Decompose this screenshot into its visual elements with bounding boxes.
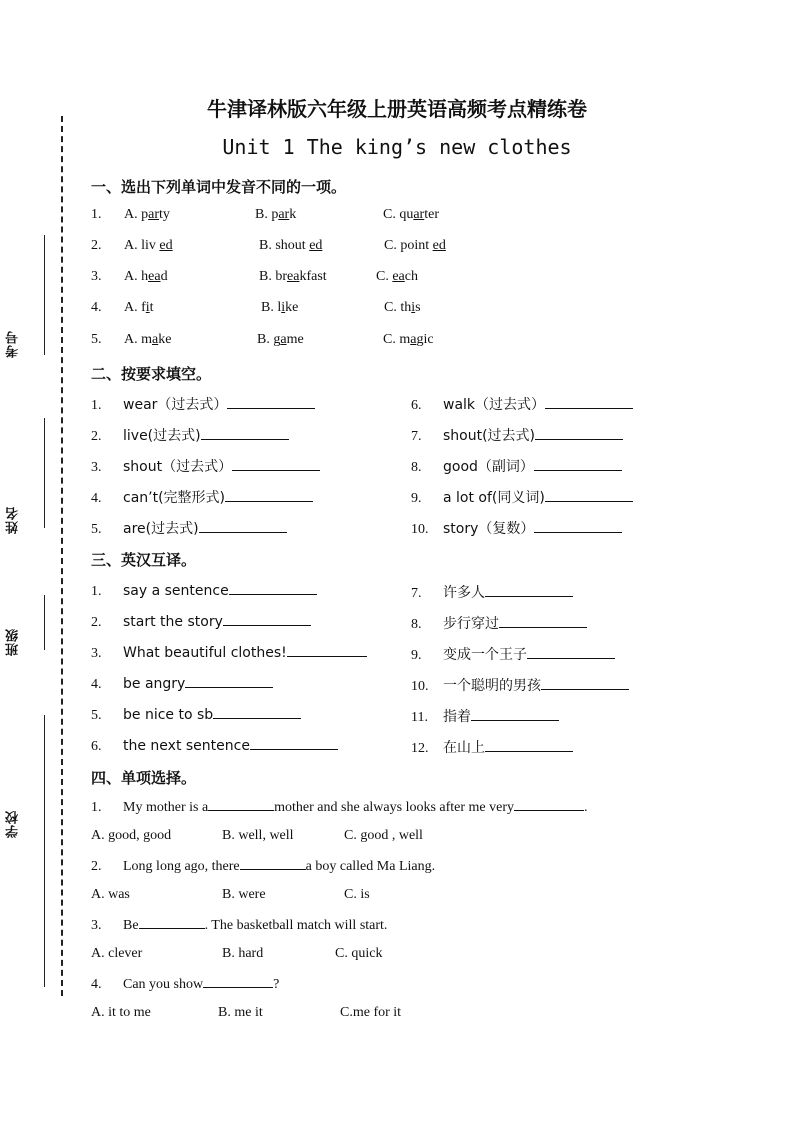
s4-question-text: a boy called Ma Liang.: [305, 859, 436, 874]
section-3-heading: 三、英汉互译。: [91, 551, 197, 569]
class-label: 班级: [6, 628, 21, 656]
s3-number: 2.: [91, 615, 102, 630]
s3-answer-blank[interactable]: [499, 615, 587, 628]
s3-item: [91, 613, 311, 631]
s1-option-a[interactable]: [124, 207, 170, 223]
s4-question-text: . The basketball match will start.: [204, 918, 388, 933]
s1-option-text: k: [289, 207, 297, 222]
s2-item: [91, 518, 287, 538]
s3-prompt: 变成一个王子: [443, 647, 527, 663]
s2-answer-blank[interactable]: [534, 458, 622, 471]
s3-answer-blank[interactable]: [287, 644, 367, 657]
s2-item: [411, 394, 633, 414]
s4-question: [91, 798, 588, 816]
s4-option[interactable]: B. well, well: [222, 828, 294, 843]
s2-prompt: walk（过去式）: [443, 397, 546, 413]
s3-number: 10.: [411, 679, 429, 694]
s1-option-text: C. qu: [383, 207, 414, 222]
s2-number: 3.: [91, 460, 102, 475]
s3-number: 8.: [411, 617, 422, 632]
s4-question: [91, 857, 435, 875]
section-2-heading: 二、按要求填空。: [91, 365, 212, 383]
s1-option-text: ty: [159, 207, 170, 222]
s4-option[interactable]: C. quick: [335, 946, 383, 961]
s4-option[interactable]: A. good, good: [91, 828, 172, 843]
s2-answer-blank[interactable]: [545, 489, 633, 502]
s3-item: [91, 582, 317, 600]
s1-option-text: B. br: [259, 269, 287, 284]
s3-item: [411, 706, 559, 726]
s2-number: 9.: [411, 491, 422, 506]
s3-number: 5.: [91, 708, 102, 723]
s1-question-number: 4.: [91, 300, 102, 315]
s3-prompt: 在山上: [443, 740, 485, 756]
s2-item: [91, 425, 289, 445]
s3-prompt: 许多人: [443, 585, 485, 601]
class-line: [44, 595, 45, 650]
s1-option-text: ch: [404, 269, 418, 284]
s3-number: 7.: [411, 586, 422, 601]
s3-number: 12.: [411, 741, 429, 756]
s1-option-text: me: [286, 332, 304, 347]
s1-option-a[interactable]: [124, 332, 171, 348]
s2-item: [411, 425, 623, 445]
s4-option[interactable]: C. is: [344, 887, 370, 902]
s1-underlined-letters: ea: [392, 269, 405, 284]
s4-option[interactable]: A. clever: [91, 946, 143, 961]
s1-option-c[interactable]: [384, 300, 421, 316]
s3-answer-blank[interactable]: [229, 582, 317, 595]
s2-number: 10.: [411, 522, 429, 537]
s2-answer-blank[interactable]: [534, 520, 622, 533]
s1-option-b[interactable]: [257, 332, 304, 348]
s2-number: 5.: [91, 522, 102, 537]
s2-prompt: live(过去式): [123, 428, 201, 444]
s4-question-text: Be: [123, 918, 139, 933]
s1-option-text: ter: [424, 207, 439, 222]
s2-number: 4.: [91, 491, 102, 506]
s1-question-number: 1.: [91, 207, 102, 222]
s2-number: 6.: [411, 398, 422, 413]
s3-item: [91, 675, 273, 693]
s1-option-text: ke: [285, 300, 299, 315]
s1-option-text: A. h: [124, 269, 149, 284]
s3-answer-blank[interactable]: [213, 706, 301, 719]
s1-option-text: C. point: [384, 238, 433, 253]
name-line: [44, 418, 45, 528]
s2-prompt: wear（过去式）: [123, 397, 228, 413]
s1-option-a[interactable]: [124, 300, 154, 316]
s3-item: [91, 737, 338, 755]
s3-prompt: say a sentence: [123, 583, 229, 599]
s4-question: [91, 975, 279, 993]
s4-question-number: 2.: [91, 859, 102, 874]
s2-answer-blank[interactable]: [225, 489, 313, 502]
s2-prompt: good（副词）: [443, 459, 534, 475]
s1-option-text: kfast: [299, 269, 327, 284]
s4-option[interactable]: A. it to me: [91, 1005, 151, 1020]
s4-option[interactable]: C.me for it: [340, 1005, 402, 1020]
s1-option-text: B. l: [261, 300, 282, 315]
s1-option-text: B. p: [255, 207, 279, 222]
s2-answer-blank[interactable]: [199, 520, 287, 533]
s1-underlined-letters: ed: [159, 238, 173, 253]
s1-underlined-letters: ar: [413, 207, 425, 222]
s3-prompt: 指着: [443, 709, 471, 725]
s4-option[interactable]: B. me it: [218, 1005, 263, 1020]
s1-underlined-letters: ar: [148, 207, 160, 222]
s1-underlined-letters: ar: [278, 207, 290, 222]
s3-prompt: 步行穿过: [443, 616, 499, 632]
s1-option-text: t: [149, 300, 154, 315]
school-label: 学校: [6, 810, 21, 838]
s2-prompt: story（复数）: [443, 521, 535, 537]
s4-question-text: Can you show: [123, 977, 204, 992]
s3-answer-blank[interactable]: [223, 613, 311, 626]
s4-option[interactable]: B. were: [222, 887, 266, 902]
s2-number: 8.: [411, 460, 422, 475]
s1-option-a[interactable]: [124, 238, 173, 254]
s1-option-c[interactable]: [383, 207, 439, 223]
s1-option-text: B. g: [257, 332, 281, 347]
exam-number-line: [44, 235, 45, 355]
s4-option[interactable]: B. hard: [222, 946, 264, 961]
s2-number: 7.: [411, 429, 422, 444]
s2-number: 2.: [91, 429, 102, 444]
s4-answer-blank[interactable]: [203, 975, 273, 988]
s3-number: 1.: [91, 584, 102, 599]
s1-option-text: C. m: [383, 332, 411, 347]
s4-option[interactable]: C. good , well: [344, 828, 423, 843]
s4-question-number: 3.: [91, 918, 102, 933]
s3-answer-blank[interactable]: [541, 677, 629, 690]
s3-number: 6.: [91, 739, 102, 754]
s4-answer-blank[interactable]: [139, 916, 205, 929]
s1-underlined-letters: ed: [432, 238, 446, 253]
s3-prompt: the next sentence: [123, 738, 250, 754]
s1-option-text: s: [415, 300, 421, 315]
s3-answer-blank[interactable]: [485, 584, 573, 597]
s3-number: 11.: [411, 710, 428, 725]
s2-item: [411, 456, 622, 476]
s1-option-text: C. th: [384, 300, 412, 315]
s3-number: 9.: [411, 648, 422, 663]
s3-prompt: be angry: [123, 676, 186, 692]
s4-question-text: My mother is a: [123, 800, 209, 815]
s1-option-b[interactable]: [259, 238, 322, 254]
s1-option-text: B. shout: [259, 238, 310, 253]
s4-option[interactable]: A. was: [91, 887, 130, 902]
s3-item: [91, 644, 367, 662]
s1-underlined-letters: a: [152, 332, 159, 347]
s2-answer-blank[interactable]: [232, 458, 320, 471]
s1-option-b[interactable]: [259, 269, 327, 285]
s2-prompt: a lot of(同义词): [443, 490, 545, 506]
s3-item: [411, 613, 587, 633]
s4-answer-blank[interactable]: [240, 857, 306, 870]
s3-item: [411, 582, 573, 602]
s2-answer-blank[interactable]: [545, 396, 633, 409]
s4-question-number: 1.: [91, 800, 102, 815]
s2-item: [411, 487, 633, 507]
s2-item: [91, 487, 313, 507]
s4-question-text: .: [584, 800, 588, 815]
s1-option-text: gic: [416, 332, 434, 347]
s3-item: [91, 706, 301, 724]
s2-item: [91, 456, 320, 476]
s4-question-text: ?: [273, 977, 280, 992]
s1-option-text: d: [160, 269, 168, 284]
s2-prompt: can’t(完整形式): [123, 490, 226, 506]
s4-question-text: Long long ago, there: [123, 859, 240, 874]
s1-option-text: A. m: [124, 332, 152, 347]
s4-question: [91, 916, 387, 934]
s1-underlined-letters: a: [280, 332, 287, 347]
s1-option-b[interactable]: [261, 300, 298, 316]
s1-option-text: C.: [376, 269, 393, 284]
s3-answer-blank[interactable]: [185, 675, 273, 688]
section-1-heading: 一、选出下列单词中发音不同的一项。: [91, 178, 347, 196]
s3-prompt: 一个聪明的男孩: [443, 678, 541, 694]
s1-question-number: 3.: [91, 269, 102, 284]
s1-underlined-letters: i: [145, 300, 150, 315]
exam-number-label: 考号: [6, 330, 21, 358]
s1-option-a[interactable]: [124, 269, 168, 285]
s1-option-c[interactable]: [383, 332, 434, 348]
s1-option-text: A. f: [124, 300, 146, 315]
s1-underlined-letters: i: [411, 300, 416, 315]
s3-answer-blank[interactable]: [250, 737, 338, 750]
s1-underlined-letters: ea: [287, 269, 300, 284]
s4-answer-blank[interactable]: [514, 798, 584, 811]
school-line: [44, 715, 45, 987]
name-label: 姓名: [6, 506, 21, 534]
s1-option-c[interactable]: [384, 238, 446, 254]
s3-prompt: What beautiful clothes!: [123, 645, 287, 661]
s2-prompt: shout(过去式): [443, 428, 536, 444]
s3-item: [411, 737, 573, 757]
s1-underlined-letters: ed: [309, 238, 323, 253]
s1-underlined-letters: i: [281, 300, 286, 315]
s1-option-text: A. liv: [124, 238, 160, 253]
page-title: 牛津译林版六年级上册英语高频考点精练卷: [207, 97, 587, 121]
s2-number: 1.: [91, 398, 102, 413]
s3-item: [411, 644, 615, 664]
s1-underlined-letters: ea: [148, 269, 161, 284]
s1-option-text: ke: [158, 332, 172, 347]
s3-number: 3.: [91, 646, 102, 661]
s1-question-number: 5.: [91, 332, 102, 347]
s3-answer-blank[interactable]: [485, 739, 573, 752]
binding-dashed-line: [61, 116, 63, 996]
s3-answer-blank[interactable]: [471, 708, 559, 721]
s2-answer-blank[interactable]: [227, 396, 315, 409]
s4-answer-blank[interactable]: [208, 798, 274, 811]
s2-answer-blank[interactable]: [535, 427, 623, 440]
s4-question-text: mother and she always looks after me very: [274, 800, 515, 815]
s3-prompt: start the story: [123, 614, 223, 630]
s1-question-number: 2.: [91, 238, 102, 253]
s1-option-c[interactable]: [376, 269, 418, 285]
s3-item: [411, 675, 629, 695]
s4-question-number: 4.: [91, 977, 102, 992]
section-4-heading: 四、单项选择。: [91, 769, 197, 787]
s1-option-text: A. p: [124, 207, 149, 222]
page-subtitle: Unit 1 The king’s new clothes: [222, 135, 572, 159]
s2-prompt: are(过去式): [123, 521, 199, 537]
s3-number: 4.: [91, 677, 102, 692]
s3-answer-blank[interactable]: [527, 646, 615, 659]
s1-option-b[interactable]: [255, 207, 296, 223]
s1-underlined-letters: a: [410, 332, 417, 347]
s2-prompt: shout（过去式）: [123, 459, 233, 475]
s3-prompt: be nice to sb: [123, 707, 214, 723]
s2-answer-blank[interactable]: [201, 427, 289, 440]
s2-item: [91, 394, 315, 414]
s2-item: [411, 518, 622, 538]
